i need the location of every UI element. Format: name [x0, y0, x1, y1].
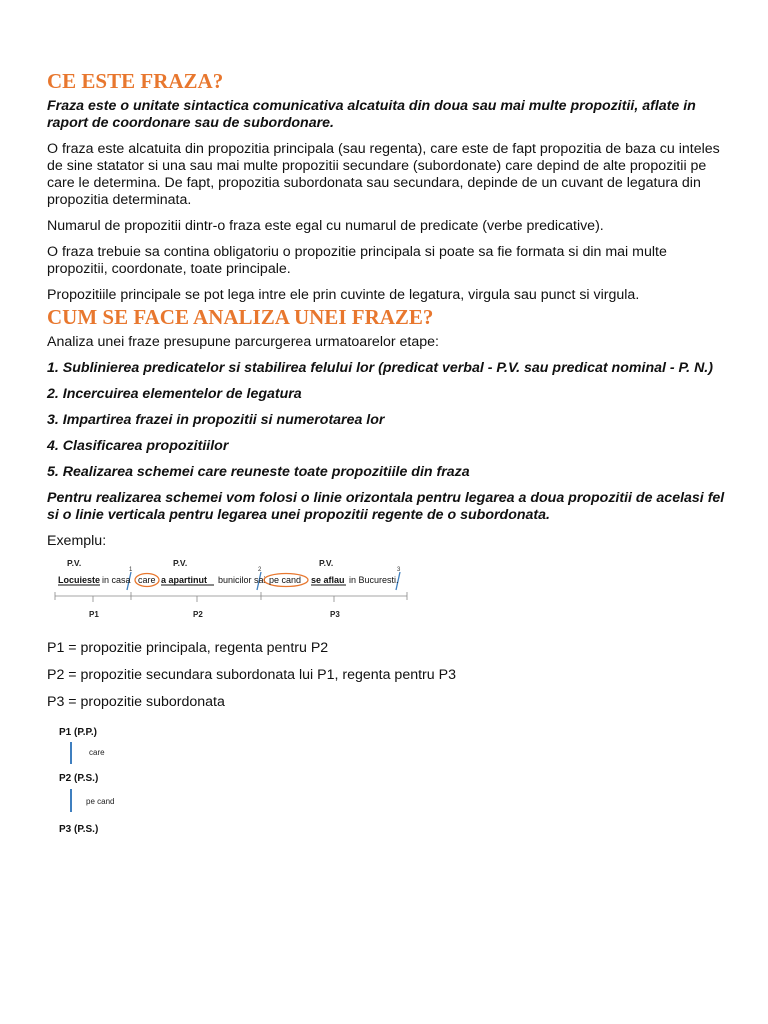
scheme-p3: P3 (P.S.) [59, 824, 99, 835]
paragraph-1: O fraza este alcatuita din propozitia principala (sau regenta), care este de fapt propozitia de baza cu inteles de sine statator si una sau mai multe propozitii secundare (subordonate) care depind de alte propozitii pe care le determina. De fapt, propozitia subordonata sau secundara, depinde de un cuvant de legatura din propozitia determinata. [47, 141, 720, 208]
section-heading-analiza: CUM SE FACE ANALIZA UNEI FRAZE? [47, 305, 434, 329]
word-bunicilor-sai: bunicilor sai [218, 575, 266, 585]
definition-p3: P3 = propozitie subordonata [47, 694, 225, 710]
pv-label-2: P.V. [173, 558, 188, 568]
scheme-link-2: pe cand [86, 797, 115, 806]
segment-label-p2: P2 [193, 610, 203, 619]
definition-lead: Fraza este o unitate sintactica comunicativa alcatuita din doua sau mai multe propozitii, aflate in raport de coordonare sau de subordonare. [47, 98, 696, 131]
prop-number-2: 2 [258, 567, 262, 573]
word-a-apartinut: a apartinut [161, 575, 208, 585]
word-in-bucuresti: in Bucuresti. [349, 575, 399, 585]
paragraph-4: Propozitiile principale se pot lega intre ele prin cuvinte de legatura, virgula sau punct si virgula. [47, 287, 640, 303]
word-in-casa: in casa [102, 575, 131, 585]
word-pe-cand: pe cand [269, 575, 302, 585]
prop-number-1: 1 [129, 567, 133, 573]
pv-label-3: P.V. [319, 558, 334, 568]
document-content [47, 68, 727, 842]
prop-number-3: 3 [397, 567, 401, 573]
segment-label-p1: P1 [89, 610, 99, 619]
scheme-p1: P1 (P.P.) [59, 727, 97, 738]
step-5: 5. Realizarea schemei care reuneste toate propozitiile din fraza [47, 464, 470, 480]
analysis-intro: Analiza unei fraze presupune parcurgerea urmatoarelor etape: [47, 334, 439, 350]
example-sentence-figure [47, 554, 417, 624]
paragraph-3: O fraza trebuie sa contina obligatoriu o propozitie principala si poate sa fie formata si din mai multe propozitii, coordonate, toate principale. [47, 244, 667, 277]
word-care: care [138, 575, 156, 585]
step-2: 2. Incercuirea elementelor de legatura [47, 386, 302, 402]
segment-label-p3: P3 [330, 610, 340, 619]
section-heading-ce-este-fraza: CE ESTE FRAZA? [47, 69, 224, 93]
scheme-link-1: care [89, 748, 105, 757]
step-3: 3. Impartirea frazei in propozitii si numerotarea lor [47, 412, 385, 428]
scheme-figure [47, 717, 167, 842]
definition-p1: P1 = propozitie principala, regenta pentru P2 [47, 640, 329, 656]
step-1: 1. Sublinierea predicatelor si stabilirea felului lor (predicat verbal - P.V. sau predicat nominal - P. N.) [47, 360, 713, 376]
scheme-p2: P2 (P.S.) [59, 773, 99, 784]
scheme-note: Pentru realizarea schemei vom folosi o linie orizontala pentru legarea a doua propozitii de acelasi fel si o linie verticala pentru legarea unei propozitii regente de o subordonata. [47, 490, 725, 523]
word-locuieste: Locuieste [58, 575, 101, 585]
example-label: Exemplu: [47, 533, 107, 549]
step-4: 4. Clasificarea propozitiilor [47, 438, 229, 454]
pv-label-1: P.V. [67, 558, 82, 568]
paragraph-2: Numarul de propozitii dintr-o fraza este egal cu numarul de predicate (verbe predicative). [47, 218, 604, 234]
word-se-aflau: se aflau [311, 575, 345, 585]
definition-p2: P2 = propozitie secundara subordonata lui P1, regenta pentru P3 [47, 667, 456, 683]
